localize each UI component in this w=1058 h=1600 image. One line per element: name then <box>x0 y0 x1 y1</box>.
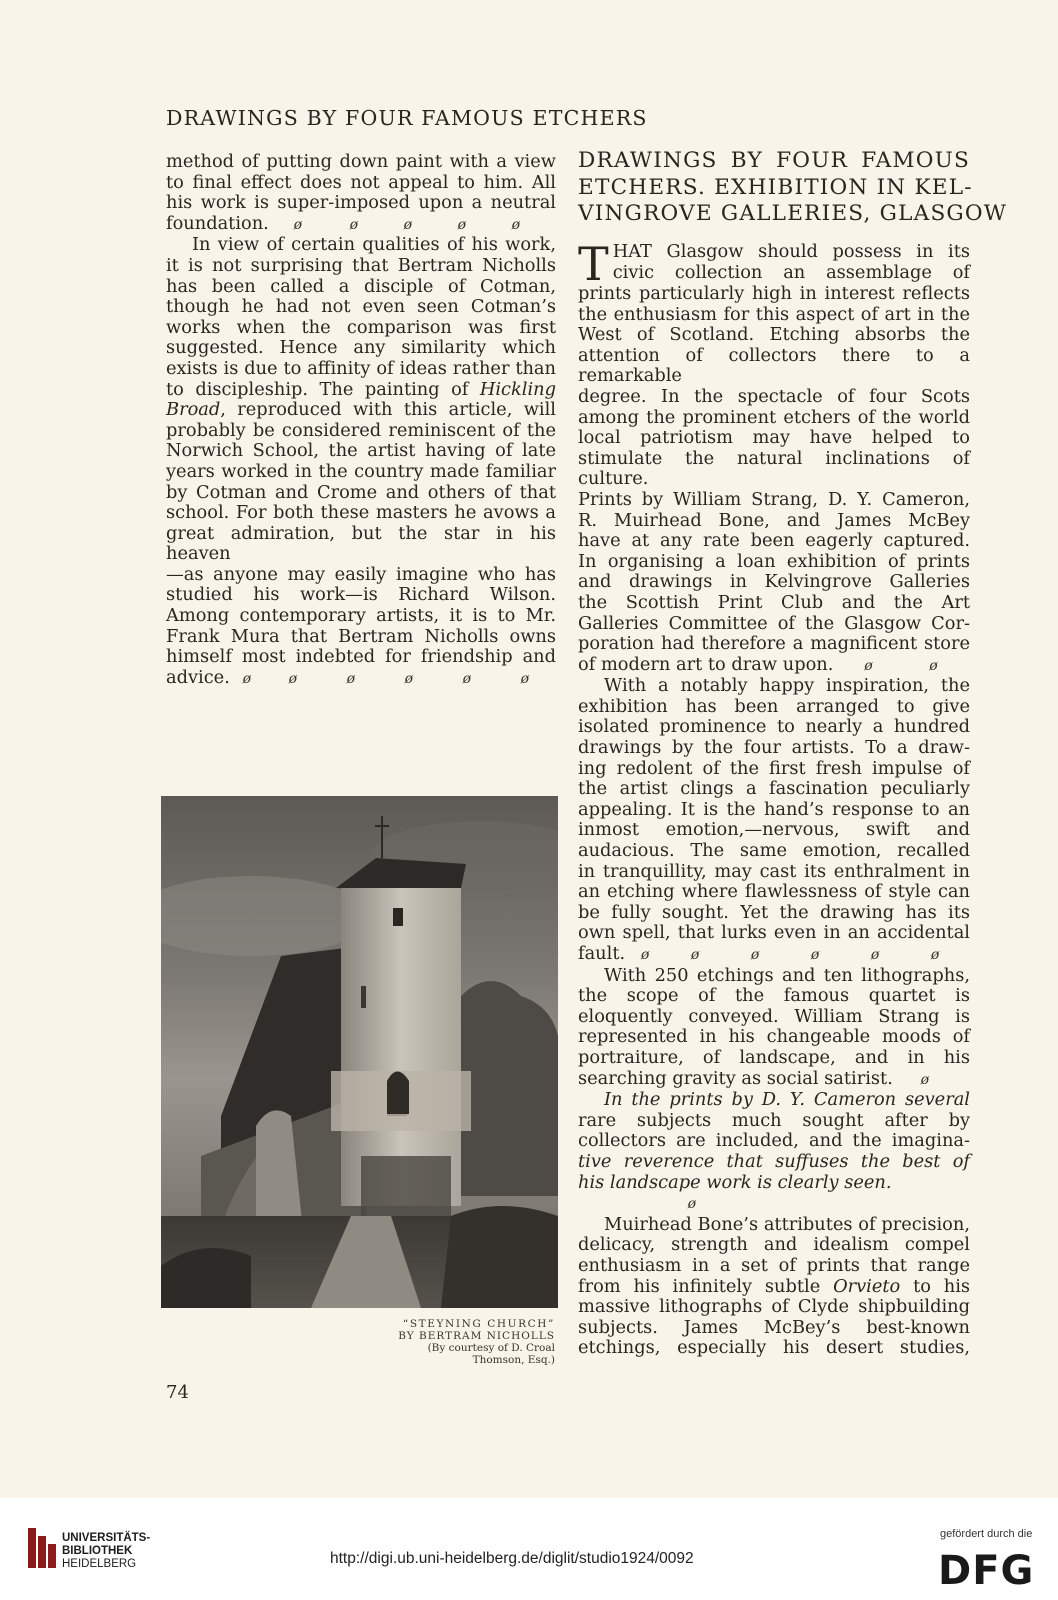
text-line: though he had not even seen Cotman’s <box>166 296 556 318</box>
text-line-with-ornaments <box>578 944 970 966</box>
ornament-icon: ø <box>403 216 413 233</box>
article-paragraph-5 <box>578 1215 970 1359</box>
text-fragment: searching gravity as social satirist. <box>578 1067 893 1089</box>
text-line-with-ornaments <box>578 655 970 677</box>
text-line: an etching where flawlessness of style can <box>578 881 970 903</box>
running-head: DRAWINGS BY FOUR FAMOUS ETCHERS <box>166 106 648 130</box>
text-line: to final effect does not appeal to him. All <box>166 171 556 193</box>
text-line: degree. In the spectacle of four Scots <box>578 385 970 407</box>
caption-title: “STEYNING CHURCH” <box>402 1318 555 1330</box>
text-line-broad <box>166 400 556 421</box>
text-line-with-ornaments <box>578 1173 970 1215</box>
library-name-line-3: HEIDELBERG <box>62 1558 137 1570</box>
text-line: probably be considered reminiscent of the <box>166 419 556 441</box>
article-paragraph-4 <box>578 1090 970 1215</box>
library-name-line-1: UNIVERSITÄTS- <box>62 1532 151 1544</box>
ornament-icon: ø <box>750 947 760 963</box>
text-line: it is not surprising that Bertram Nicholls <box>166 254 556 276</box>
funding-note: gefördert durch die <box>940 1528 1033 1540</box>
left-paragraph-2 <box>166 235 556 689</box>
text-line: the artist clings a fascination peculiarly <box>578 778 970 800</box>
text-fragment: his landscape work is clearly seen. <box>578 1171 892 1193</box>
ornament-icon: ø <box>349 216 359 233</box>
digitization-footer <box>0 1498 1058 1600</box>
text-line: With 250 etchings and ten lithographs, <box>604 964 970 986</box>
text-fragment: to discipleship. The painting of <box>166 378 480 400</box>
left-paragraph-1 <box>166 152 556 235</box>
text-line: isolated prominence to nearly a hundred <box>578 716 970 738</box>
text-line-with-ornaments <box>578 1069 970 1091</box>
text-line: himself most indebted for friendship and <box>166 646 556 668</box>
text-line: has been called a disciple of Cotman, <box>166 275 556 297</box>
text-line: rare subjects much sought after by <box>578 1109 970 1131</box>
text-line: among the prominent etchers of the world <box>578 406 970 428</box>
text-line: portraiture, of landscape, and in his <box>578 1046 970 1068</box>
caption-credit-line-2: Thomson, Esq.) <box>472 1354 555 1366</box>
text-line: HAT Glasgow should possess in its <box>612 241 970 262</box>
text-line-with-ornaments <box>166 668 556 690</box>
text-line: the enthusiasm for this aspect of art in the <box>578 303 970 325</box>
text-line: the Scottish Print Club and the Art <box>578 591 970 613</box>
text-line: enthusiasm in a set of prints that range <box>578 1254 970 1276</box>
ornament-icon: ø <box>687 1196 696 1213</box>
dfg-logo: DFG <box>938 1548 1035 1594</box>
ornament-icon: ø <box>511 216 521 233</box>
text-line: Muirhead Bone’s attributes of precision, <box>604 1213 970 1235</box>
text-line: ing redolent of the first fresh impulse of <box>578 757 970 779</box>
text-line: great admiration, but the star in his heaven <box>166 522 556 565</box>
text-line: collectors are included, and the imagina- <box>578 1130 970 1152</box>
ornament-icon: ø <box>864 657 873 674</box>
text-line: represented in his changeable moods of <box>578 1026 970 1048</box>
ornament-icon: ø <box>810 947 820 963</box>
university-library-name <box>62 1532 150 1571</box>
text-line: civic collection an assemblage of <box>612 261 970 283</box>
text-line: delicacy, strength and idealism compel <box>578 1234 970 1256</box>
ornament-icon: ø <box>293 216 303 233</box>
ornament-icon: ø <box>640 947 650 963</box>
ornament-icon: ø <box>929 657 938 674</box>
text-line: exists is due to affinity of ideas rather than <box>166 357 556 379</box>
text-line: subjects. James McBey’s best-known <box>578 1316 970 1338</box>
article-paragraph-2 <box>578 676 970 965</box>
artwork-title-orvieto: Orvieto <box>833 1275 901 1297</box>
text-line: stimulate the natural inclinations of culture. <box>578 447 970 490</box>
text-line: —as anyone may easily imagine who has <box>166 563 556 585</box>
ornament-icon: ø <box>870 947 880 963</box>
text-line: suggested. Hence any similarity which <box>166 337 556 359</box>
left-column <box>166 152 556 689</box>
text-line: and drawings in Kelvingrove Galleries <box>578 571 970 593</box>
text-fragment: from his infinitely subtle <box>578 1275 834 1297</box>
ornament-icon: ø <box>242 670 252 687</box>
library-name-line-2: BIBLIOTHEK <box>62 1545 133 1557</box>
figure-caption <box>340 1318 555 1366</box>
page-number: 74 <box>166 1382 189 1403</box>
text-line: be fully sought. Yet the drawing has its <box>578 901 970 923</box>
church-painting-image <box>161 796 558 1308</box>
text-line: Galleries Committee of the Glasgow Cor- <box>578 612 970 634</box>
article-paragraph-1 <box>578 237 970 676</box>
article-title-line: VINGROVE GALLERIES, GLASGOW <box>578 201 1008 226</box>
ornament-icon: ø <box>520 670 530 687</box>
text-line: prints particularly high in interest reflects <box>578 283 970 304</box>
ornament-icon: ø <box>457 216 467 233</box>
text-line: by Cotman and Crome and others of that <box>166 481 556 503</box>
text-line-with-ornaments <box>166 214 556 236</box>
painting-title-broad: Broad <box>166 399 221 421</box>
ornament-icon: ø <box>346 670 356 687</box>
text-line: tive reverence that suffuses the best of <box>578 1150 970 1172</box>
ornament-icon: ø <box>288 670 298 687</box>
ornament-icon: ø <box>690 947 700 963</box>
text-line: years worked in the country made familiar <box>166 460 556 482</box>
illustration-steyning-church <box>161 796 558 1308</box>
text-line: Frank Mura that Bertram Nicholls owns <box>166 625 556 647</box>
ornament-icon: ø <box>920 1071 930 1088</box>
drop-cap: T <box>578 237 609 291</box>
text-line: etchings, especially his desert studies, <box>578 1337 970 1359</box>
text-fragment: of modern art to draw upon. <box>578 653 834 675</box>
text-line: audacious. The same emotion, recalled <box>578 840 970 862</box>
text-line: In organising a loan exhibition of prints <box>578 550 970 572</box>
text-line: With a notably happy inspiration, the <box>604 675 970 697</box>
text-line: West of Scotland. Etching absorbs the <box>578 324 970 346</box>
text-line: drawings by the four artists. To a draw- <box>578 737 970 759</box>
text-line: exhibition has been arranged to give <box>578 695 970 717</box>
painting-title-hickling: Hickling <box>479 378 556 400</box>
text-line: the scope of the famous quartet is <box>578 985 970 1007</box>
text-line-hickling <box>166 380 556 401</box>
text-line: Norwich School, the artist having of late <box>166 440 556 462</box>
article-title-line: ETCHERS. EXHIBITION IN KEL- <box>578 174 973 200</box>
caption-artist: BY BERTRAM NICHOLLS <box>398 1330 555 1342</box>
text-line: eloquently conveyed. William Strang is <box>578 1005 970 1027</box>
text-fragment: , reproduced with this article, will <box>220 399 556 421</box>
text-line: attention of collectors there to a remarkable <box>578 344 970 387</box>
ornament-icon: ø <box>930 947 940 963</box>
ornament-icon: ø <box>462 670 472 687</box>
right-column <box>578 237 971 1359</box>
text-fragment: fault. <box>578 943 626 964</box>
text-line: school. For both these masters he avows a <box>166 502 556 524</box>
article-title-line: DRAWINGS BY FOUR FAMOUS <box>578 148 970 173</box>
text-line: works when the comparison was first <box>166 316 556 338</box>
text-line: have at any rate been eagerly captured. <box>578 530 970 552</box>
text-line: in tranquillity, may cast its enthralment in <box>578 860 970 882</box>
caption-credit-line-1: (By courtesy of D. Croal <box>427 1342 555 1354</box>
text-line: In the prints by D. Y. Cameron several <box>604 1089 970 1111</box>
text-line: Prints by William Strang, D. Y. Cameron, <box>578 488 970 510</box>
text-line: studied his work—is Richard Wilson. <box>166 584 556 606</box>
text-line: method of putting down paint with a view <box>166 151 556 172</box>
text-line: local patriotism may have helped to <box>578 427 970 449</box>
university-library-logo-icon <box>26 1526 60 1572</box>
text-fragment: advice. <box>166 666 230 688</box>
text-line: appealing. It is the hand’s response to an <box>578 798 970 820</box>
text-line: Among contemporary artists, it is to Mr. <box>166 605 556 627</box>
text-line: In view of certain qualities of his work, <box>192 234 556 256</box>
text-line: inmost emotion,—nervous, swift and <box>578 819 970 841</box>
text-line-orvieto <box>578 1277 970 1298</box>
text-fragment: to his <box>900 1275 971 1297</box>
ornament-icon: ø <box>404 670 414 687</box>
text-line: R. Muirhead Bone, and James McBey <box>578 509 970 531</box>
text-line: poration had therefore a magnificent store <box>578 633 970 655</box>
text-line: his work is super-imposed upon a neutral <box>166 192 556 214</box>
text-fragment: foundation. <box>166 212 269 234</box>
text-line: massive lithographs of Clyde shipbuilding <box>578 1296 970 1318</box>
text-line: own spell, that lurks even in an accidental <box>578 922 970 944</box>
article-paragraph-3 <box>578 966 970 1091</box>
article-title <box>578 148 1008 228</box>
permalink-url[interactable]: http://digi.ub.uni-heidelberg.de/diglit/studio1924/0092 <box>330 1550 694 1567</box>
